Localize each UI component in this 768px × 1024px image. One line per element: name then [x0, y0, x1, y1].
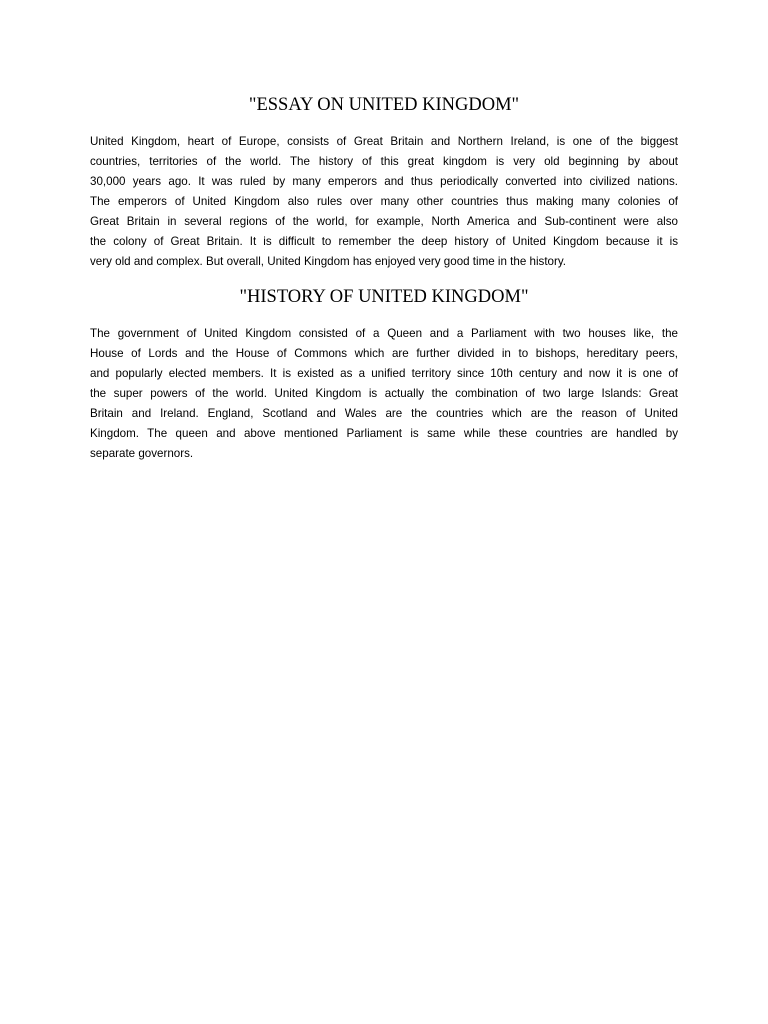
- history-paragraph: [90, 324, 678, 464]
- paragraph-line: 30,000 years ago. It was ruled by many emperors and thus periodically converted into civilized nations.: [90, 175, 678, 188]
- paragraph-line: separate governors.: [90, 447, 194, 460]
- paragraph-line: Great Britain in several regions of the world, for example, North America and Sub-continent were also: [90, 215, 678, 228]
- paragraph-line: House of Lords and the House of Commons which are further divided in to bishops, hereditary peers,: [90, 347, 678, 360]
- history-heading: "HISTORY OF UNITED KINGDOM": [239, 287, 529, 307]
- paragraph-line: very old and complex. But overall, United Kingdom has enjoyed very good time in the history.: [90, 255, 567, 268]
- intro-paragraph: [90, 132, 678, 272]
- paragraph-line: The emperors of United Kingdom also rules over many other countries thus making many colonies of: [90, 195, 678, 208]
- essay-title: "ESSAY ON UNITED KINGDOM": [248, 95, 520, 115]
- paragraph-line: the colony of Great Britain. It is difficult to remember the deep history of United Kingdom because it is: [90, 235, 678, 248]
- paragraph-line: Britain and Ireland. England, Scotland and Wales are the countries which are the reason of United: [90, 407, 678, 420]
- paragraph-line: United Kingdom, heart of Europe, consists of Great Britain and Northern Ireland, is one of the biggest: [90, 135, 678, 148]
- paragraph-line: countries, territories of the world. The history of this great kingdom is very old beginning by about: [90, 155, 678, 168]
- paragraph-line: and popularly elected members. It is existed as a unified territory since 10th century and now it is one of: [90, 367, 678, 380]
- paragraph-line: Kingdom. The queen and above mentioned Parliament is same while these countries are handled by: [90, 427, 678, 440]
- paragraph-line: The government of United Kingdom consisted of a Queen and a Parliament with two houses like, the: [90, 327, 678, 340]
- paragraph-line: the super powers of the world. United Kingdom is actually the combination of two large Islands: Great: [90, 387, 678, 400]
